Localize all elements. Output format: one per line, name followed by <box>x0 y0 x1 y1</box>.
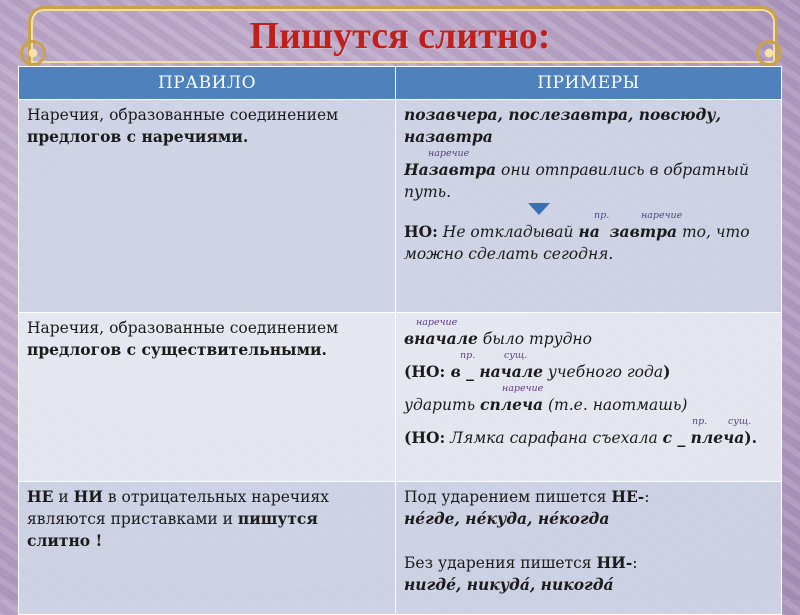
grammar-note: пр. <box>692 416 708 427</box>
grammar-note: наречие <box>416 317 458 328</box>
examples-cell <box>396 100 782 313</box>
example-line: назавтра <box>404 127 493 146</box>
grammar-note: наречие <box>641 210 683 221</box>
example-text: учебного года <box>543 363 664 381</box>
rule-text: являются приставками и <box>27 510 238 528</box>
but-label: (НО: <box>404 362 446 381</box>
grammar-note: пр. <box>594 210 610 221</box>
example-bold-word: Назавтра <box>404 160 497 179</box>
header-examples: ПРИМЕРЫ <box>396 67 782 100</box>
example-text: можно сделать сегодня. <box>404 245 614 263</box>
example-text: было трудно <box>477 330 592 348</box>
prefix-ni: НИ- <box>596 553 633 572</box>
paren-close: ) <box>663 362 671 381</box>
example-text: Без ударения пишется <box>404 554 597 572</box>
but-label: (НО: <box>404 428 446 447</box>
example-text: то, что <box>677 223 750 241</box>
example-line: позавчера, послезавтра, повсюду, <box>404 105 721 124</box>
example-text: они отправились в обратный <box>496 161 749 179</box>
examples-cell <box>396 313 782 482</box>
colon: : <box>632 554 638 572</box>
rule-cell <box>19 313 396 482</box>
rule-text: Наречия, образованные соединением <box>27 319 339 337</box>
header-rule: ПРАВИЛО <box>19 67 396 100</box>
example-text: (т.е. наотмашь) <box>543 396 688 414</box>
colon: : <box>644 488 650 506</box>
example-text: Не откладывай <box>437 223 579 241</box>
example-line: нигде́, никуда́, никогда́ <box>404 575 614 594</box>
prefix-ne: НЕ- <box>611 487 645 506</box>
rule-emphasis: предлогов с наречиями. <box>27 127 249 146</box>
example-line: не́где, не́куда, не́когда <box>404 509 610 528</box>
grammar-note: пр. <box>460 350 476 361</box>
example-text: Под ударением пишется <box>404 488 612 506</box>
rules-table <box>18 66 782 615</box>
example-bold-word: завтра <box>609 222 678 241</box>
rule-cell <box>19 482 396 615</box>
example-bold-word: вначале <box>404 329 478 348</box>
grammar-note: сущ. <box>504 350 528 361</box>
prefix-ne: НЕ <box>27 487 54 506</box>
rule-emphasis: слитно ! <box>27 531 103 550</box>
but-label: НО: <box>404 222 438 241</box>
example-bold-word: с _ плеча <box>662 428 745 447</box>
example-text: путь. <box>404 183 452 201</box>
example-bold-word: сплеча <box>480 395 544 414</box>
table-header-row <box>19 67 782 100</box>
table-row <box>19 313 782 482</box>
table-row <box>19 482 782 615</box>
example-bold-word: в _ начале <box>445 362 543 381</box>
example-text: Лямка сарафана съехала <box>445 429 663 447</box>
examples-cell <box>396 482 782 615</box>
grammar-note: сущ. <box>728 416 752 427</box>
rule-cell <box>19 100 396 313</box>
rule-text: в отрицательных наречиях <box>102 488 330 506</box>
table-row <box>19 100 782 313</box>
example-text: ударить <box>404 396 481 414</box>
grammar-note: наречие <box>502 383 544 394</box>
page-title: Пишутся слитно: <box>249 15 551 57</box>
prefix-ni: НИ <box>73 487 103 506</box>
rule-text: Наречия, образованные соединением <box>27 106 339 124</box>
rule-emphasis: пишутся <box>237 509 318 528</box>
paren-close: ). <box>744 428 757 447</box>
grammar-note: наречие <box>428 148 470 159</box>
rule-emphasis: предлогов с существительными. <box>27 340 327 359</box>
example-bold-word: на <box>578 222 600 241</box>
down-arrow-icon <box>528 203 550 215</box>
rule-text: и <box>53 488 74 506</box>
